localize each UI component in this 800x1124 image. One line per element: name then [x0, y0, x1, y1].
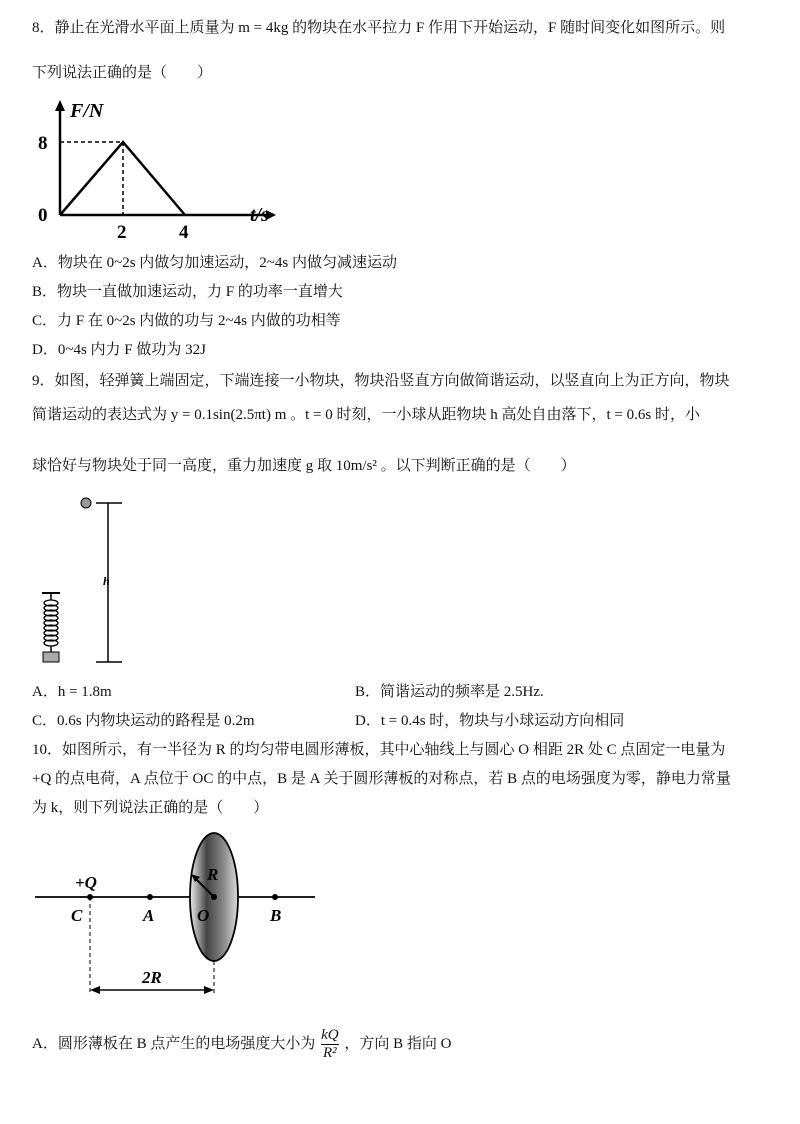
point-c-label: C	[71, 906, 83, 925]
q9-option-b: B．简谐运动的频率是 2.5Hz.	[355, 684, 544, 700]
q10-stem-line1: 10．如图所示，有一半径为 R 的均匀带电圆形薄板，其中心轴线上与圆心 O 相距 2R 处 C 点固定一电量为	[32, 742, 726, 758]
distance-label: 2R	[142, 968, 162, 987]
tick-2: 2	[117, 222, 127, 243]
q9-stem-line1: 9．如图，轻弹簧上端固定，下端连接一小物块，物块沿竖直方向做简谐运动，以竖直向上为正方向，物块	[32, 373, 730, 389]
point-o-label: O	[197, 906, 210, 925]
q10-option-a	[32, 1027, 451, 1062]
q8-option-b: B．物块一直做加速运动，力 F 的功率一直增大	[32, 284, 343, 300]
y-axis-label: F/N	[70, 100, 104, 122]
denominator: R²	[323, 1045, 337, 1061]
radius-label: R	[207, 865, 219, 884]
q9-stem-line3: 球恰好与物块处于同一高度，重力加速度 g 取 10m/s² 。以下判断正确的是（ ）	[32, 458, 576, 474]
charge-label: +Q	[75, 873, 97, 892]
height-label: h	[103, 574, 110, 588]
q9-option-d: D．t = 0.4s 时，物块与小球运动方向相同	[355, 713, 625, 729]
q8-option-c: C．力 F 在 0~2s 内做的功与 2~4s 内做的功相等	[32, 313, 341, 329]
numerator: kQ	[321, 1027, 339, 1043]
option-a-direction: ，方向 B 指向 O	[344, 1035, 452, 1052]
q10-stem-line2: +Q 的点电荷，A 点位于 OC 的中点，B 是 A 关于圆形薄板的对称点，若 B 点的电场强度为零，静电力常量	[32, 771, 731, 787]
q8-option-a: A．物块在 0~2s 内做匀加速运动，2~4s 内做匀减速运动	[32, 255, 397, 271]
tick-8: 8	[38, 133, 48, 154]
x-axis-label: t/s	[250, 204, 269, 226]
q10-stem-line3: 为 k，则下列说法正确的是（ ）	[32, 800, 269, 816]
q8-force-time-graph	[30, 95, 290, 245]
q9-spring-ball-figure	[30, 490, 140, 670]
q9-option-a: A．h = 1.8m	[32, 684, 112, 700]
option-a-text: A．圆形薄板在 B 点产生的电场强度大小为	[32, 1035, 316, 1052]
tick-4: 4	[179, 222, 189, 243]
fraction	[321, 1027, 339, 1062]
q10-charged-disk-figure	[30, 830, 330, 1010]
q9-stem-line2: 简谐运动的表达式为 y = 0.1sin(2.5πt) m 。t = 0 时刻，一小球从距物块 h 高处自由落下，t = 0.6s 时，小	[32, 407, 700, 423]
origin-label: 0	[38, 205, 48, 226]
q8-option-d: D．0~4s 内力 F 做功为 32J	[32, 342, 206, 358]
point-a-label: A	[143, 906, 155, 925]
q8-stem-line1: 8．静止在光滑水平面上质量为 m = 4kg 的物块在水平拉力 F 作用下开始运动，F 随时间变化如图所示。则	[32, 20, 726, 36]
point-b-label: B	[270, 906, 282, 925]
q9-option-c: C．0.6s 内物块运动的路程是 0.2m	[32, 713, 255, 729]
q8-stem-line2: 下列说法正确的是（ ）	[32, 65, 213, 81]
